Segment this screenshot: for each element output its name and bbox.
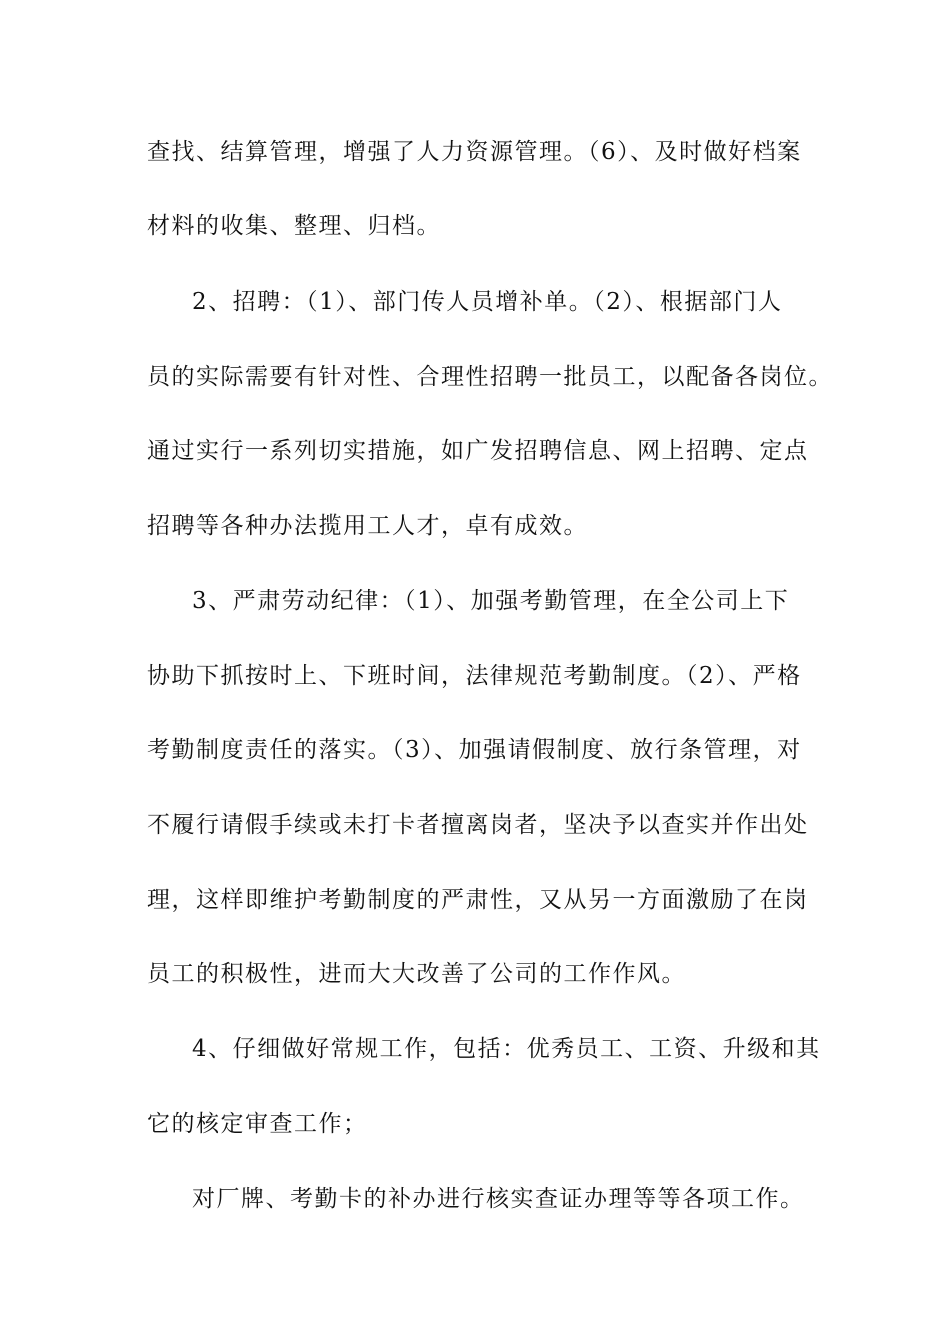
text-line: 协助下抓按时上、下班时间，法律规范考勤制度。（2）、严格 — [147, 663, 802, 689]
text-line: 考勤制度责任的落实。（3）、加强请假制度、放行条管理，对 — [147, 737, 802, 763]
text-line: 员工的积极性，进而大大改善了公司的工作作风。 — [147, 961, 686, 987]
paragraph-start-line: 3、严肃劳动纪律：（1）、加强考勤管理，在全公司上下 — [192, 588, 790, 614]
text-line: 通过实行一系列切实措施，如广发招聘信息、网上招聘、定点 — [147, 438, 809, 464]
text-line: 材料的收集、整理、归档。 — [147, 213, 441, 239]
paragraph-start-line: 4、仔细做好常规工作，包括：优秀员工、工资、升级和其 — [192, 1036, 821, 1062]
paragraph-start-line: 对厂牌、考勤卡的补办进行核实查证办理等等各项工作。 — [192, 1186, 805, 1212]
text-line: 理，这样即维护考勤制度的严肃性，又从另一方面激励了在岗 — [147, 887, 809, 913]
text-line: 查找、结算管理，增强了人力资源管理。（6）、及时做好档案 — [147, 139, 802, 165]
text-line: 不履行请假手续或未打卡者擅离岗者，坚决予以查实并作出处 — [147, 812, 809, 838]
text-line: 员的实际需要有针对性、合理性招聘一批员工，以配备各岗位。 — [147, 364, 833, 390]
text-line: 招聘等各种办法揽用工人才，卓有成效。 — [147, 513, 588, 539]
text-line: 它的核定审查工作； — [147, 1111, 368, 1137]
paragraph-start-line: 2、招聘：（1）、部门传人员增补单。（2）、根据部门人 — [192, 289, 783, 315]
